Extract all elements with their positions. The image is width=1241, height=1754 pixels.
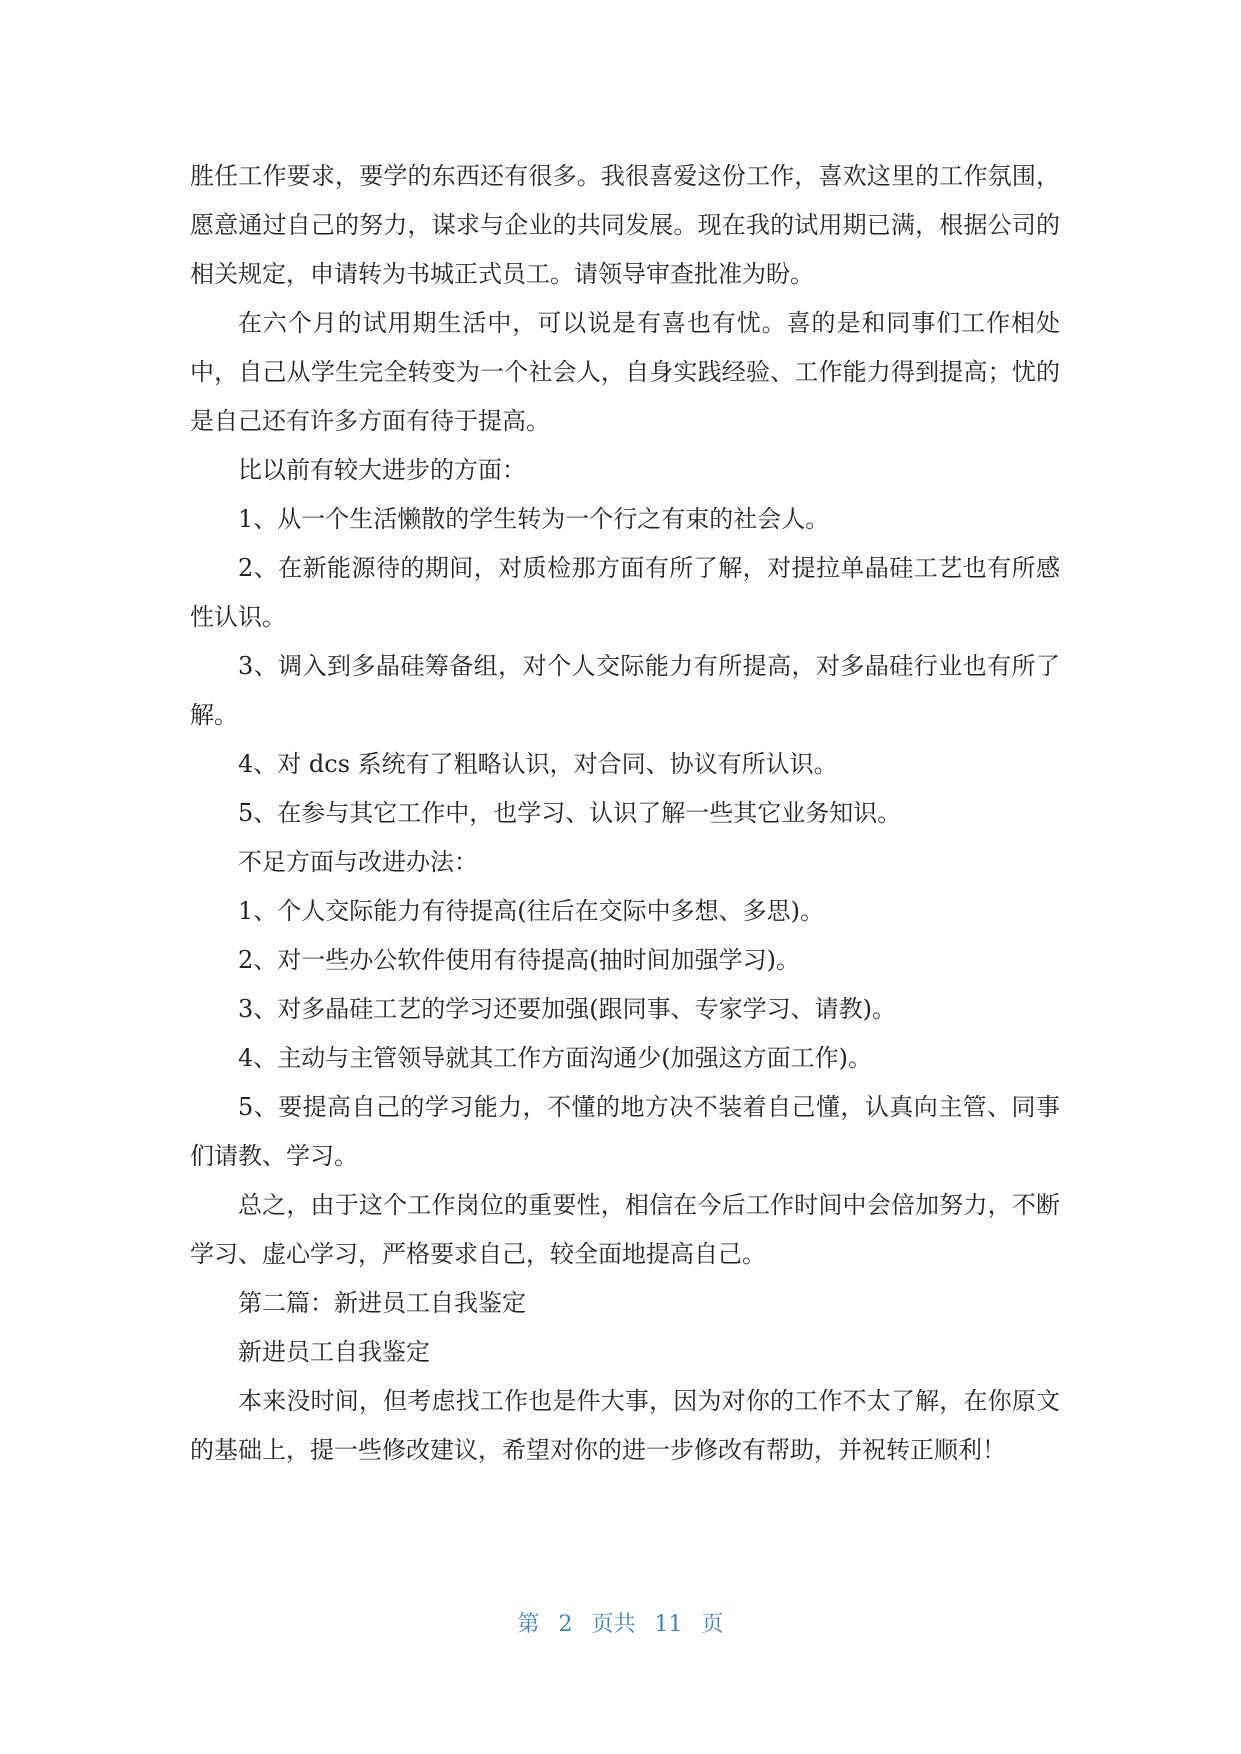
section-heading-shortcomings: 不足方面与改进办法： (238, 848, 478, 876)
footer-total-pages: 11 (654, 1612, 683, 1637)
section-heading-progress: 比以前有较大进步的方面： (238, 456, 526, 484)
paragraph-2: 在六个月的试用期生活中，可以说是有喜也有忧。喜的是和同事们工作相处中，自己从学生完全转变为一个社会人，自身实践经验、工作能力得到提高；忧的是自己还有许多方面有待于提高。 (190, 309, 1060, 435)
chapter-subtitle: 新进员工自我鉴定 (238, 1338, 430, 1366)
list-item: 2、在新能源待的期间，对质检那方面有所了解，对提拉单晶硅工艺也有所感性认识。 (190, 554, 1060, 631)
document-body (190, 152, 1060, 1475)
list-item: 3、对多晶硅工艺的学习还要加强(跟同事、专家学习、请教)。 (238, 995, 896, 1023)
list-item: 4、主动与主管领导就其工作方面沟通少(加强这方面工作)。 (238, 1044, 872, 1072)
footer-suffix: 页 (701, 1612, 724, 1637)
paragraph-1: 胜任工作要求，要学的东西还有很多。我很喜爱这份工作，喜欢这里的工作氛围，愿意通过自己的努力，谋求与企业的共同发展。现在我的试用期已满，根据公司的相关规定，申请转为书城正式员工。请领导审查批准为盼。 (190, 162, 1060, 288)
list-item: 2、对一些办公软件使用有待提高(抽时间加强学习)。 (238, 946, 800, 974)
list-item: 5、在参与其它工作中，也学习、认识了解一些其它业务知识。 (238, 799, 902, 827)
conclusion-paragraph: 总之，由于这个工作岗位的重要性，相信在今后工作时间中会倍加努力，不断学习、虚心学习，严格要求自己，较全面地提高自己。 (190, 1191, 1060, 1268)
page-footer (0, 1610, 1241, 1640)
list-item: 3、调入到多晶硅筹备组，对个人交际能力有所提高，对多晶硅行业也有所了解。 (190, 652, 1060, 729)
footer-page-number: 2 (558, 1612, 573, 1637)
chapter-title: 第二篇：新进员工自我鉴定 (238, 1289, 526, 1317)
list-item: 1、从一个生活懒散的学生转为一个行之有束的社会人。 (238, 505, 830, 533)
paragraph-final: 本来没时间，但考虑找工作也是件大事，因为对你的工作不太了解，在你原文的基础上，提一些修改建议，希望对你的进一步修改有帮助，并祝转正顺利！ (190, 1387, 1060, 1464)
list-item: 5、要提高自己的学习能力，不懂的地方决不装着自己懂，认真向主管、同事们请教、学习。 (190, 1093, 1060, 1170)
list-item: 4、对 dcs 系统有了粗略认识，对合同、协议有所认识。 (238, 750, 838, 778)
list-item: 1、个人交际能力有待提高(往后在交际中多想、多思)。 (238, 897, 824, 925)
footer-prefix: 第 (517, 1612, 540, 1637)
footer-middle: 页共 (591, 1612, 636, 1637)
